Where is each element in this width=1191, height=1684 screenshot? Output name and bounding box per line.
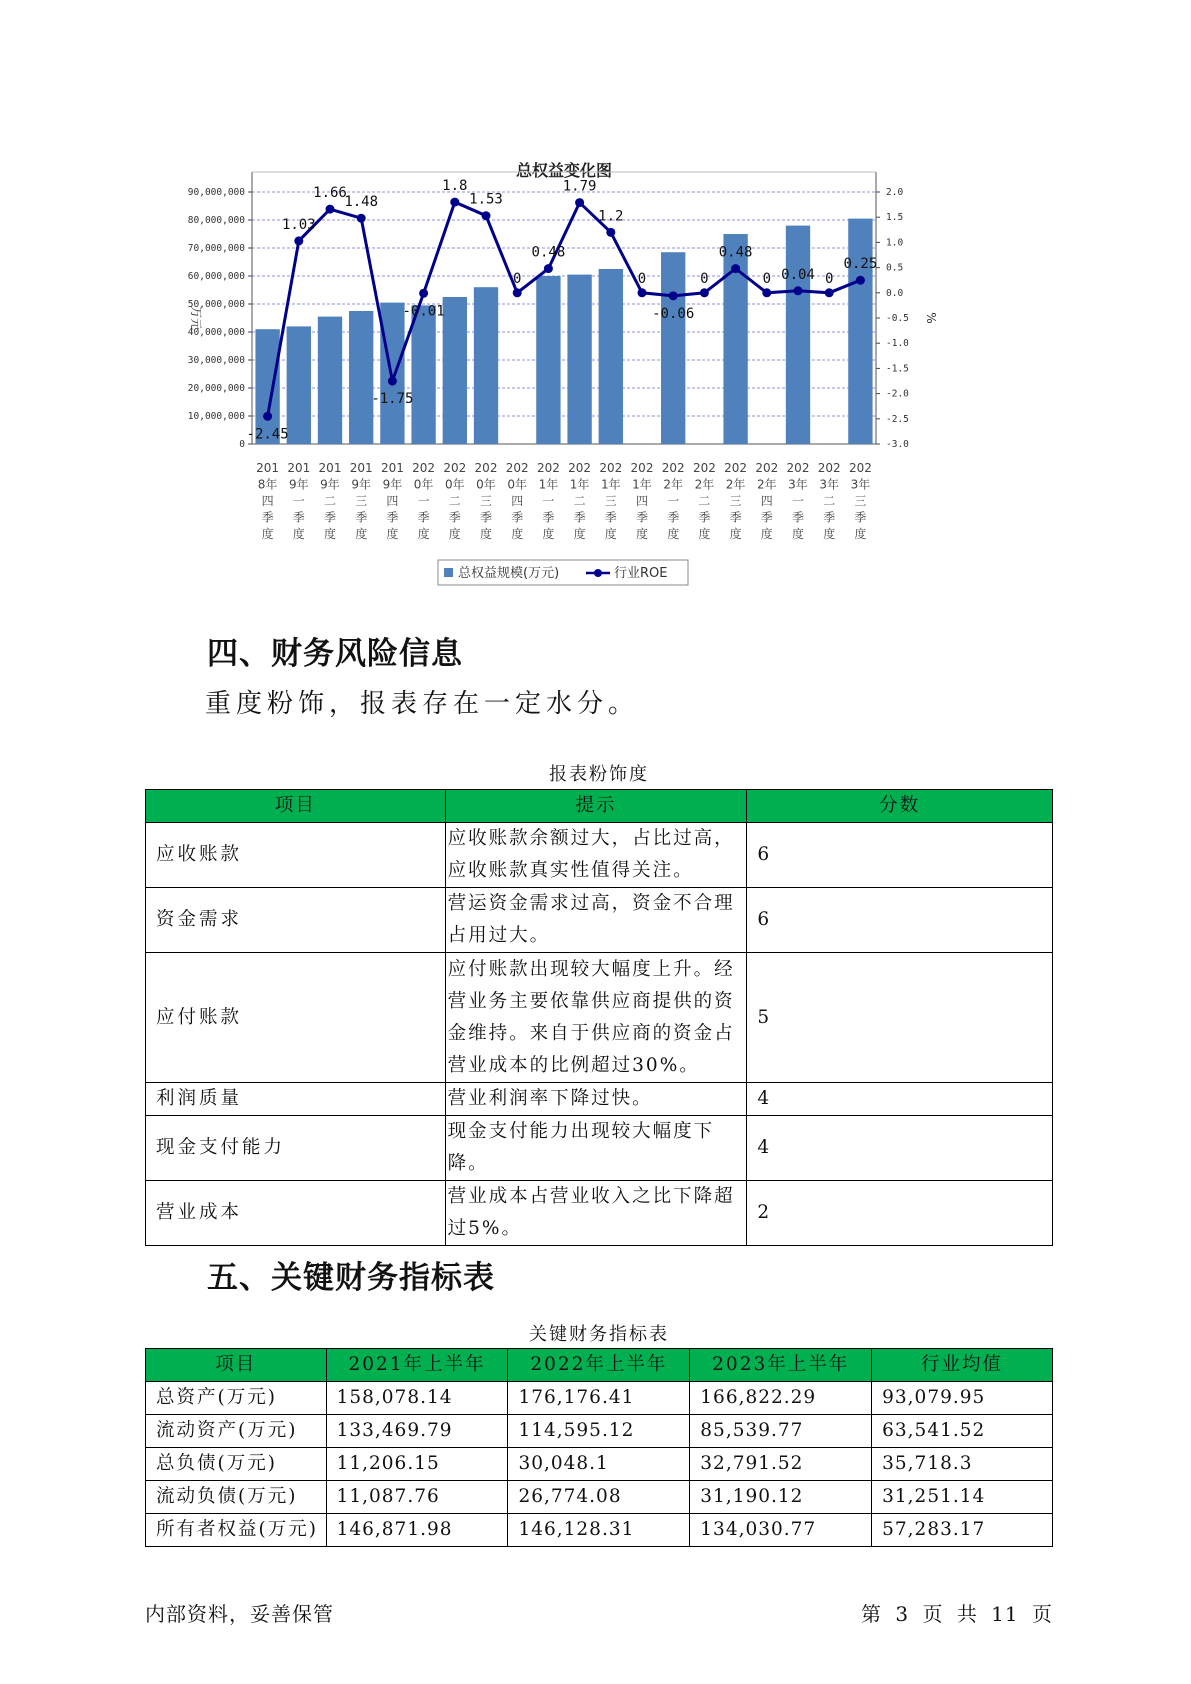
x-category-label: 四 xyxy=(261,494,274,508)
roe-data-label: 0 xyxy=(637,270,647,287)
x-category-label: 四 xyxy=(386,494,399,508)
kpi-value-cell: 146,871.98 xyxy=(326,1514,508,1547)
kpi-value-cell: 32,791.52 xyxy=(690,1448,872,1481)
kpi-value-cell: 134,030.77 xyxy=(690,1514,872,1547)
header-cell: 分数 xyxy=(747,790,1053,823)
y-left-tick-label: 60,000,000 xyxy=(187,271,245,282)
risk-item-cell: 利润质量 xyxy=(146,1083,446,1116)
y-left-tick-label: 90,000,000 xyxy=(187,187,245,198)
x-category-label: 202 xyxy=(568,461,592,475)
header-cell: 2022年上半年 xyxy=(508,1349,690,1382)
y-left-tick-label: 20,000,000 xyxy=(187,383,245,394)
roe-point xyxy=(326,205,335,214)
x-category-label: 季 xyxy=(511,510,524,525)
section-5-heading: 五、关键财务指标表 xyxy=(207,1260,495,1296)
x-category-label: 度 xyxy=(573,527,586,541)
x-category-label: 202 xyxy=(755,461,779,475)
roe-point xyxy=(544,264,553,273)
x-category-label: 度 xyxy=(355,527,368,541)
x-category-label: 度 xyxy=(823,527,836,541)
roe-data-label: 0 xyxy=(824,270,834,287)
roe-data-label: 0.48 xyxy=(531,244,566,261)
x-category-label: 度 xyxy=(854,527,867,541)
x-category-label: 度 xyxy=(292,527,305,541)
kpi-value-cell: 133,469.79 xyxy=(326,1415,508,1448)
legend-bar-swatch xyxy=(444,568,453,577)
x-category-label: 季 xyxy=(604,510,617,525)
x-category-label: 度 xyxy=(511,527,524,541)
y-left-tick-label: 70,000,000 xyxy=(187,243,245,254)
x-category-label: 季 xyxy=(355,510,368,525)
kpi-value-cell: 35,718.3 xyxy=(872,1448,1053,1481)
kpi-table xyxy=(145,1348,1053,1547)
x-category-label: 一 xyxy=(542,494,555,508)
roe-point xyxy=(357,214,366,223)
roe-point xyxy=(388,377,397,386)
x-category-label: 度 xyxy=(635,527,649,541)
roe-data-label: 1.2 xyxy=(598,208,624,225)
equity-bar xyxy=(287,326,311,444)
risk-score-cell: 6 xyxy=(747,888,1053,953)
risk-hint-cell: 应收账款余额过大，占比过高，应收账款真实性值得关注。 xyxy=(445,823,747,888)
x-category-label: 1年 xyxy=(600,477,621,492)
x-category-label: 二 xyxy=(823,494,836,508)
x-category-label: 201 xyxy=(349,461,373,475)
table-row xyxy=(146,823,1053,888)
x-category-label: 1年 xyxy=(569,477,590,492)
x-category-label: 0年 xyxy=(507,477,528,492)
x-category-label: 201 xyxy=(256,461,280,475)
roe-point xyxy=(638,288,647,297)
x-category-label: 季 xyxy=(854,510,867,525)
kpi-value-cell: 176,176.41 xyxy=(508,1382,690,1415)
roe-data-label: 1.48 xyxy=(344,194,379,211)
x-category-label: 3年 xyxy=(819,477,840,492)
legend-bar-label: 总权益规模(万元) xyxy=(458,566,560,581)
kpi-label-cell: 总负债(万元) xyxy=(146,1448,327,1481)
roe-data-label: -0.01 xyxy=(402,303,445,320)
kpi-value-cell: 114,595.12 xyxy=(508,1415,690,1448)
x-category-label: 四 xyxy=(511,494,524,508)
y-right-tick-label: -2.0 xyxy=(886,388,909,400)
roe-point xyxy=(606,228,615,237)
x-category-label: 9年 xyxy=(382,477,403,492)
x-category-label: 一 xyxy=(417,494,430,508)
x-category-label: 三 xyxy=(854,494,867,508)
x-category-label: 季 xyxy=(791,510,805,525)
x-category-label: 202 xyxy=(599,461,623,475)
y-right-tick-label: 0.0 xyxy=(886,287,904,299)
x-category-label: 四 xyxy=(635,494,649,508)
chart-title: 总权益变化图 xyxy=(515,161,613,180)
x-category-label: 2年 xyxy=(725,477,746,492)
chart-svg xyxy=(170,140,1050,600)
table-row xyxy=(146,888,1053,953)
x-category-label: 度 xyxy=(698,527,711,541)
roe-data-label: -0.06 xyxy=(652,305,695,322)
y-left-axis-label: 万元 xyxy=(189,305,203,331)
x-category-label: 2年 xyxy=(756,477,777,492)
equity-bar xyxy=(474,287,498,444)
roe-point xyxy=(700,288,709,297)
legend-line-label: 行业ROE xyxy=(614,566,668,581)
kpi-value-cell: 11,087.76 xyxy=(326,1481,508,1514)
x-category-label: 度 xyxy=(542,527,555,541)
legend-line-marker xyxy=(594,569,602,577)
table-header-row xyxy=(146,1349,1053,1382)
roe-point xyxy=(669,291,678,300)
risk-item-cell: 应付账款 xyxy=(146,953,446,1083)
header-cell: 2021年上半年 xyxy=(326,1349,508,1382)
x-category-label: 季 xyxy=(635,510,649,525)
x-category-label: 202 xyxy=(443,461,467,475)
x-category-label: 0年 xyxy=(413,477,434,492)
roe-data-label: -1.75 xyxy=(371,391,414,407)
x-category-label: 二 xyxy=(573,494,586,508)
x-category-label: 一 xyxy=(667,494,680,508)
x-category-label: 度 xyxy=(479,527,493,541)
x-category-label: 度 xyxy=(261,527,274,541)
x-category-label: 度 xyxy=(667,527,680,541)
x-category-label: 三 xyxy=(479,494,493,508)
x-category-label: 三 xyxy=(604,494,617,508)
risk-score-cell: 5 xyxy=(747,953,1053,1083)
x-category-label: 9年 xyxy=(320,477,340,492)
roe-data-label: 0.04 xyxy=(781,266,815,283)
roe-data-label: 0 xyxy=(512,270,522,287)
x-category-label: 202 xyxy=(817,461,841,475)
x-category-label: 季 xyxy=(417,510,430,525)
x-category-label: 0年 xyxy=(476,477,496,492)
kpi-value-cell: 31,190.12 xyxy=(690,1481,872,1514)
page-number: 第 3 页 共 11 页 xyxy=(861,1602,1053,1626)
x-category-label: 季 xyxy=(386,510,399,525)
equity-bar xyxy=(318,317,342,444)
x-category-label: 季 xyxy=(698,510,711,525)
risk-hint-cell: 营业成本占营业收入之比下降超过5%。 xyxy=(445,1181,747,1246)
kpi-label-cell: 流动负债(万元) xyxy=(146,1481,327,1514)
roe-data-label: 1.79 xyxy=(562,178,597,195)
x-category-label: 3年 xyxy=(850,477,871,492)
kpi-label-cell: 流动资产(万元) xyxy=(146,1415,327,1448)
roe-point xyxy=(419,289,428,298)
x-category-label: 8年 xyxy=(257,477,278,492)
table-row xyxy=(146,1116,1053,1181)
table-row xyxy=(146,1083,1053,1116)
y-right-tick-label: -0.5 xyxy=(886,313,909,324)
risk-item-cell: 营业成本 xyxy=(146,1181,446,1246)
x-category-label: 202 xyxy=(412,461,436,475)
kpi-value-cell: 166,822.29 xyxy=(690,1382,872,1415)
risk-summary-text: 重度粉饰，报表存在一定水分。 xyxy=(205,689,640,719)
roe-point xyxy=(263,412,272,421)
footer-confidential-note: 内部资料，妥善保管 xyxy=(145,1602,334,1626)
table-header-row xyxy=(146,790,1053,823)
risk-score-cell: 4 xyxy=(747,1116,1053,1181)
y-right-tick-label: -1.5 xyxy=(886,363,909,375)
y-left-tick-label: 80,000,000 xyxy=(187,215,245,226)
x-category-label: 1年 xyxy=(538,477,559,492)
equity-bar xyxy=(349,311,373,444)
equity-bar xyxy=(411,305,435,444)
x-category-label: 季 xyxy=(729,510,742,525)
risk-item-cell: 现金支付能力 xyxy=(146,1116,446,1181)
kpi-label-cell: 总资产(万元) xyxy=(146,1382,327,1415)
equity-change-chart xyxy=(170,140,1050,600)
roe-data-label: 0 xyxy=(700,270,709,287)
x-category-label: 季 xyxy=(823,510,836,525)
y-right-tick-label: -2.5 xyxy=(886,413,909,425)
risk-table-caption: 报表粉饰度 xyxy=(549,764,649,785)
table-row xyxy=(146,1448,1053,1481)
x-category-label: 四 xyxy=(760,494,773,508)
roe-data-label: 1.53 xyxy=(469,191,503,208)
x-category-label: 9年 xyxy=(288,477,309,492)
x-category-label: 202 xyxy=(661,461,685,475)
header-cell: 2023年上半年 xyxy=(690,1349,872,1382)
x-category-label: 季 xyxy=(261,510,274,525)
roe-point xyxy=(294,236,303,245)
roe-data-label: -2.45 xyxy=(246,426,289,443)
y-left-tick-label: 50,000,000 xyxy=(187,299,245,310)
y-right-tick-label: 1.5 xyxy=(886,212,904,224)
x-category-label: 0年 xyxy=(444,477,465,492)
x-category-label: 3年 xyxy=(788,477,808,492)
risk-hint-cell: 应付账款出现较大幅度上升。经营业务主要依靠供应商提供的资金维持。来自于供应商的资金占营业成本的比例超过30%。 xyxy=(445,953,747,1083)
x-category-label: 202 xyxy=(786,461,810,475)
equity-bar xyxy=(599,269,623,444)
x-category-label: 度 xyxy=(729,527,742,541)
kpi-value-cell: 63,541.52 xyxy=(872,1415,1053,1448)
roe-point xyxy=(762,288,771,297)
x-category-label: 201 xyxy=(380,461,404,475)
x-category-label: 季 xyxy=(573,510,586,525)
roe-point xyxy=(794,286,803,295)
roe-data-label: 1.03 xyxy=(281,216,316,233)
kpi-label-cell: 所有者权益(万元) xyxy=(146,1514,327,1547)
table-row xyxy=(146,1415,1053,1448)
roe-data-label: 0 xyxy=(762,270,772,287)
header-cell: 项目 xyxy=(146,1349,327,1382)
x-category-label: 季 xyxy=(292,510,305,525)
y-right-axis-label: % xyxy=(924,312,938,324)
header-cell: 提示 xyxy=(445,790,747,823)
roe-point xyxy=(825,288,834,297)
y-right-tick-label: -1.0 xyxy=(886,338,909,350)
kpi-value-cell: 26,774.08 xyxy=(508,1481,690,1514)
risk-item-cell: 资金需求 xyxy=(146,888,446,953)
kpi-table-caption: 关键财务指标表 xyxy=(529,1324,669,1345)
x-category-label: 季 xyxy=(760,510,773,525)
x-category-label: 202 xyxy=(474,461,498,475)
x-category-label: 201 xyxy=(318,461,342,475)
x-category-label: 202 xyxy=(536,461,560,475)
kpi-value-cell: 11,206.15 xyxy=(326,1448,508,1481)
risk-score-cell: 6 xyxy=(747,823,1053,888)
table-row xyxy=(146,1481,1053,1514)
roe-point xyxy=(482,211,491,220)
x-category-label: 2年 xyxy=(663,477,684,492)
risk-hint-cell: 营运资金需求过高，资金不合理占用过大。 xyxy=(445,888,747,953)
table-row xyxy=(146,1514,1053,1547)
x-category-label: 202 xyxy=(848,461,872,475)
table-row xyxy=(146,1382,1053,1415)
risk-item-cell: 应收账款 xyxy=(146,823,446,888)
x-category-label: 201 xyxy=(287,461,311,475)
equity-bar xyxy=(443,297,467,444)
risk-score-cell: 4 xyxy=(747,1083,1053,1116)
x-category-label: 二 xyxy=(323,494,337,508)
kpi-value-cell: 93,079.95 xyxy=(872,1382,1053,1415)
kpi-value-cell: 146,128.31 xyxy=(508,1514,690,1547)
x-category-label: 一 xyxy=(292,494,305,508)
risk-table xyxy=(145,789,1053,1246)
y-right-tick-label: 1.0 xyxy=(886,237,904,249)
x-category-label: 季 xyxy=(479,510,493,525)
y-left-tick-label: 10,000,000 xyxy=(187,411,245,422)
x-category-label: 202 xyxy=(724,461,748,475)
table-row xyxy=(146,1181,1053,1246)
roe-point xyxy=(513,288,522,297)
x-category-label: 季 xyxy=(667,510,680,525)
x-category-label: 度 xyxy=(386,527,399,541)
y-left-tick-label: 40,000,000 xyxy=(187,327,245,338)
equity-bar xyxy=(786,226,810,444)
x-category-label: 一 xyxy=(791,494,805,508)
x-category-label: 度 xyxy=(448,527,461,541)
x-category-label: 度 xyxy=(417,527,430,541)
x-category-label: 2年 xyxy=(694,477,715,492)
header-cell: 行业均值 xyxy=(872,1349,1053,1382)
roe-data-label: 0.25 xyxy=(843,256,878,273)
roe-point xyxy=(575,198,584,207)
roe-data-label: 1.66 xyxy=(313,185,347,202)
header-cell: 项目 xyxy=(146,790,446,823)
table-row xyxy=(146,953,1053,1083)
risk-score-cell: 2 xyxy=(747,1181,1053,1246)
x-category-label: 202 xyxy=(505,461,529,475)
equity-bar xyxy=(848,219,872,444)
x-category-label: 202 xyxy=(630,461,654,475)
x-category-label: 季 xyxy=(448,510,461,525)
section-4-heading: 四、财务风险信息 xyxy=(207,636,463,672)
x-category-label: 度 xyxy=(791,527,805,541)
roe-point xyxy=(856,276,865,285)
x-category-label: 度 xyxy=(323,527,337,541)
roe-point xyxy=(450,198,459,207)
kpi-value-cell: 85,539.77 xyxy=(690,1415,872,1448)
kpi-value-cell: 57,283.17 xyxy=(872,1514,1053,1547)
roe-point xyxy=(731,264,740,273)
y-right-tick-label: 0.5 xyxy=(886,262,904,274)
y-left-tick-label: 30,000,000 xyxy=(187,355,245,366)
x-category-label: 度 xyxy=(760,527,773,541)
equity-bar xyxy=(661,252,685,444)
y-right-tick-label: 2.0 xyxy=(886,187,904,198)
roe-data-label: 0.48 xyxy=(718,244,753,261)
x-category-label: 三 xyxy=(729,494,742,508)
y-left-tick-label: 0 xyxy=(239,439,245,450)
kpi-value-cell: 158,078.14 xyxy=(326,1382,508,1415)
x-category-label: 季 xyxy=(323,510,337,525)
x-category-label: 202 xyxy=(692,461,716,475)
roe-data-label: 1.8 xyxy=(442,178,468,195)
kpi-value-cell: 30,048.1 xyxy=(508,1448,690,1481)
x-category-label: 9年 xyxy=(351,477,372,492)
x-category-label: 度 xyxy=(604,527,617,541)
equity-bar xyxy=(567,275,591,444)
x-category-label: 二 xyxy=(698,494,711,508)
risk-hint-cell: 现金支付能力出现较大幅度下降。 xyxy=(445,1116,747,1181)
x-category-label: 二 xyxy=(448,494,461,508)
equity-bar xyxy=(536,276,560,444)
kpi-value-cell: 31,251.14 xyxy=(872,1481,1053,1514)
risk-hint-cell: 营业利润率下降过快。 xyxy=(445,1083,747,1116)
x-category-label: 季 xyxy=(542,510,555,525)
x-category-label: 三 xyxy=(355,494,368,508)
x-category-label: 1年 xyxy=(632,477,652,492)
y-right-tick-label: -3.0 xyxy=(886,439,909,450)
